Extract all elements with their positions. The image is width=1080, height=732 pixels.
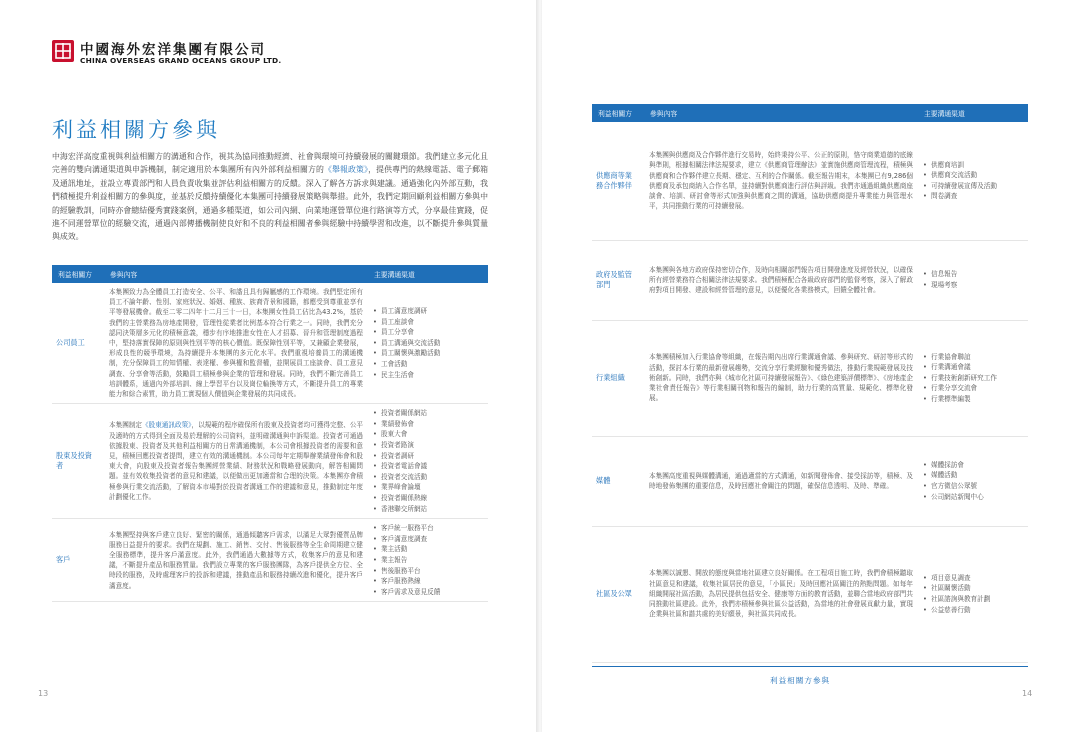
row-channels <box>368 404 488 519</box>
channel-item: • 員工溝通與交流活動 <box>373 338 483 349</box>
channel-item: • 媒體採訪會 <box>923 460 1023 471</box>
channel-item: • 社區諮詢與教育計劃 <box>923 594 1023 605</box>
channel-item: • 業主活動 <box>373 544 483 555</box>
row-channels <box>918 526 1028 662</box>
page-number-right: 14 <box>1022 689 1033 698</box>
table-row <box>592 526 1028 662</box>
table-row <box>592 436 1028 526</box>
channel-item: • 業績發佈會 <box>373 419 483 430</box>
channel-item: • 官方微信公眾號 <box>923 481 1023 492</box>
shareholder-policy-link[interactable]: 《股東通訊政策》 <box>142 421 192 430</box>
intro-text-2: ，提供專門的熱線電話、電子郵箱及通訊地址，並設立專責部門和人員負責收集並評估利益相關方的反饋。深入了解各方訴求與建議。通過強化內外部互動，我們積極提升利益相關方的參與度，並基於反饋持續優化本集團可持續發展策略與舉措。此外，我們定期回顧利益相關方參與中的經驗教訓，同時亦會總結優秀實踐案例，通過多種渠道，如公司內網、向業地運營單位進行路演等方式，分享最佳實踐，促進不同運營單位的經驗交流，通過內部傳播機制使良好和不良的利益相關者參與經驗中持續學習和改進，以不斷提升參與質量與成效。 <box>52 165 488 242</box>
row-channels <box>918 320 1028 436</box>
channel-item: • 信息報告 <box>923 269 1023 280</box>
row-content: 本集團與各地方政府保持密切合作，及時向相關部門報告項目開發進度及經營狀況，以確保所有經營業務符合相關法律法規要求。我們積極配合各級政府部門的監督考察，深入了解政府對項目開發、建設和經營管理的意見，以便優化各業務模式，回饋全體社會。 <box>644 240 918 320</box>
table-row <box>592 122 1028 240</box>
intro-paragraph <box>52 150 488 244</box>
row-content: 本集團高度重視與媒體溝通，通過適當的方式溝通，如新聞發佈會、接受採訪等，積極、及時地發佈集團的重要信息，及時回應社會關注的問題，確保信息透明、及時、準確。 <box>644 436 918 526</box>
row-content: 本集團與供應商及合作夥伴進行交易時，始終秉持公平、公正的原則，恪守商業道德的底線與準則，根據相關法律法規要求，建立《供應商管理辦法》並實施供應商管理流程，積極與供應商和合作夥伴建立長期、穩定、互利的合作關係。截至報告期末，本集團已有9,286個供應商及承包商納入合作名單，並持續對供應商進行評估與評級。我們亦通過組織供應商座談會、培訓、研討會等形式加強與供應商之間的溝通，協助供應商提升專業能力與管理水平，共同推動行業的可持續發展。 <box>644 122 918 240</box>
header-content: 參與內容 <box>104 265 368 283</box>
row-content <box>104 404 368 519</box>
content-text-1: 本集團制定 <box>109 421 142 430</box>
row-category: 行業組織 <box>592 320 644 436</box>
channel-item: • 員工滿意度調研 <box>373 306 483 317</box>
row-content: 本集團致力為全體員工打造安全、公平、和諧且具有歸屬感的工作環境。我們堅定所有員工不論年齡、性別、家庭狀況、婚姻、種族、族裔背景和國籍，都應受到尊重並享有平等發展機會。截至二零二四年十二月三十一日，本集團女性員工佔比為43.2%，基於我們的主營業務為房地產開發，管理性從業者比例基本符合行業之一。同時，我們充分認同決策層多元化的積極意義，穩步有序地推進女性在人才招募、晉升和管理制度過程中，堅持落實保障的原則與性別平等的核心價值。既保障性別平等，又兼顧企業發展，形成良性的競爭環境，為持續提升本集團的多元化水平。我們重視培養員工的溝通機制，充分保障員工的知情權、表達權、參與權和監督權，並開展員工座談會、員工意見調查、分享會等活動，鼓勵員工積極參與企業的管理和發展。同時，我們不斷完善員工培訓體系，通過內外部培訓、線上學習平台以及崗位輪換等方式，不斷提升員工的專業能力和綜合素質，助力員工實現個人價值與企業發展的共同成長。 <box>104 283 368 404</box>
table-row <box>52 404 488 519</box>
channel-item: • 投資者調研 <box>373 451 483 462</box>
table-row <box>592 240 1028 320</box>
row-channels <box>918 436 1028 526</box>
row-category: 公司員工 <box>52 283 104 404</box>
company-logo <box>52 38 292 72</box>
footer-divider <box>592 666 1028 667</box>
channel-item: • 行業溝通會議 <box>923 362 1023 373</box>
company-name-en: CHINA OVERSEAS GRAND OCEANS GROUP LTD. <box>80 56 282 65</box>
channel-item: • 股東大會 <box>373 429 483 440</box>
channel-item: • 行業標準編製 <box>923 394 1023 405</box>
channel-item: • 投資者路演 <box>373 440 483 451</box>
channel-item: • 工會活動 <box>373 359 483 370</box>
channel-item: • 投資者交流活動 <box>373 472 483 483</box>
table-header-row <box>592 104 1028 122</box>
channel-item: • 行業協會聯誼 <box>923 352 1023 363</box>
channel-item: • 行業分享交流會 <box>923 383 1023 394</box>
channel-item: • 客戶統一服務平台 <box>373 523 483 534</box>
channel-item: • 問卷調查 <box>923 191 1023 202</box>
header-content: 參與內容 <box>644 104 918 122</box>
channel-item: • 公益慈善行動 <box>923 605 1023 616</box>
channel-item: • 業界峰會論壇 <box>373 482 483 493</box>
channel-item: • 客戶服務熱線 <box>373 576 483 587</box>
stakeholder-table-left <box>52 265 488 602</box>
page-left <box>0 0 538 732</box>
row-category: 媒體 <box>592 436 644 526</box>
channel-item: • 投資者關係網站 <box>373 408 483 419</box>
channel-item: • 售後服務平台 <box>373 566 483 577</box>
row-category: 股東及投資者 <box>52 404 104 519</box>
channel-item: • 媒體活動 <box>923 470 1023 481</box>
page-title: 利益相關方參與 <box>52 118 220 142</box>
row-category: 政府及監管部門 <box>592 240 644 320</box>
channel-item: • 業主報告 <box>373 555 483 566</box>
channel-item: • 客戶滿意度調查 <box>373 534 483 545</box>
channel-item: • 項目意見調查 <box>923 573 1023 584</box>
row-content: 本集團以誠懇、開放的態度與當地社區建立良好關係。在工程項目施工時，我們會積極聽取社區意見和建議，收集社區居民的意見，「小區民」及時回應社區關注的熱點問題。如每年組織開展社區活動，為居民提供包括安全、健康等方面的教育活動，並聯合當地政府部門共同推動社區建設。此外，我們亦積極參與社區公益活動，為當地的社會發展貢獻力量，實現企業與社區和諧共處的美好願景，與社區共同成長。 <box>644 526 918 662</box>
page-number-left: 13 <box>38 689 49 698</box>
row-channels <box>918 240 1028 320</box>
row-channels <box>368 283 488 404</box>
channel-item: • 可持續發展宣傳及活動 <box>923 181 1023 192</box>
intro-text-1: 中海宏洋高度重視與利益相關方的溝通和合作，視其為協同推動經濟、社會與環境可持續發展的關鍵環節。我們建立多元化且完善的雙向溝通渠道與申訴機制，制定適用於本集團所有內外部利益相關方的 <box>52 152 488 175</box>
table-row <box>52 519 488 602</box>
footer-section-label: 利益相關方參與 <box>770 676 831 685</box>
company-name-cn: 中國海外宏洋集團有限公司 <box>80 42 266 58</box>
company-logo-icon <box>52 40 74 62</box>
row-category: 社區及公眾 <box>592 526 644 662</box>
channel-item: • 行業技術創新研究工作 <box>923 373 1023 384</box>
header-channels: 主要溝通渠道 <box>918 104 1028 122</box>
channel-item: • 投資者電話會議 <box>373 461 483 472</box>
channel-item: • 員工關懷與激勵活動 <box>373 348 483 359</box>
stakeholder-table-right <box>592 104 1028 663</box>
channel-item: • 民主生活會 <box>373 370 483 381</box>
whistleblowing-policy-link[interactable]: 《舉報政策》 <box>324 165 369 175</box>
content-text-2: ，以規範的程序確保所有股東及投資者均可獲得完整、公平及適時的方式得到全面及易於理解的公司資料，並明確溝通與申訴渠道。投資者可通過依據股東、投資者及其他利益相關方的日常溝通機制，本公司會根據投資者的需要和意見，積極回應投資者提問，建立有效的溝通機制。本公司每年定期舉辦業績發佈會和股東大會，向股東及投資者報告集團經營業績、財務狀況和戰略發展動向，解答相關問題。並有效收集投資者的意見和建議，以便做出更加適當和合理的決策。本集團亦會積極參與行業交流活動，了解資本市場對於投資者溝通工作的建議和意見，推動制定年度計劃優化工作。 <box>109 421 364 501</box>
header-stakeholder: 利益相關方 <box>52 265 104 283</box>
header-channels: 主要溝通渠道 <box>368 265 488 283</box>
channel-item: • 社區關懷活動 <box>923 583 1023 594</box>
channel-item: • 香港聯交所網站 <box>373 504 483 515</box>
table-row <box>52 283 488 404</box>
channel-item: • 公司網站新聞中心 <box>923 492 1023 503</box>
channel-item: • 供應商交流活動 <box>923 170 1023 181</box>
row-content: 本集團堅持與客戶建立良好、緊密的關係，通過傾聽客戶需求，以滿足大眾對優質品牌服務日益提升的要求。我們在規劃、施工、銷售、交付、售後服務等全生命周期建立健全服務標準，提升客戶滿意度。此外，我們通過大數據等方式，收集客戶的意見和建議，不斷提升產品和服務質量。我們設立專業的客戶服務團隊，為客戶提供全方位、全時段的服務，及時處理客戶的投訴和建議，推動產品和服務持續改進和優化，提升客戶滿意度。 <box>104 519 368 602</box>
channel-item: • 員工座談會 <box>373 317 483 328</box>
channel-item: • 現場考察 <box>923 280 1023 291</box>
table-row <box>592 320 1028 436</box>
header-stakeholder: 利益相關方 <box>592 104 644 122</box>
channel-item: • 員工分享會 <box>373 327 483 338</box>
row-category: 供應商等業務合作夥伴 <box>592 122 644 240</box>
channel-item: • 投資者關係熱線 <box>373 493 483 504</box>
channel-item: • 客戶需求及意見反饋 <box>373 587 483 598</box>
row-content: 本集團積極加入行業協會等組織，在報告期內出席行業溝通會議、參與研究、研討等形式的活動，探討本行業的最新發展趨勢，交流分享行業經驗和優秀做法，推動行業規範發展及技術創新。同時，我們亦與《城市化社區可持續發展報告》、《綠色建築評價標準》、《房地產企業社會責任報告》等行業相關刊物和報告的編制，助力行業的高質量、規範化、標準化發展。 <box>644 320 918 436</box>
row-channels <box>368 519 488 602</box>
channel-item: • 供應商培訓 <box>923 160 1023 171</box>
table-header-row <box>52 265 488 283</box>
row-channels <box>918 122 1028 240</box>
row-category: 客戶 <box>52 519 104 602</box>
